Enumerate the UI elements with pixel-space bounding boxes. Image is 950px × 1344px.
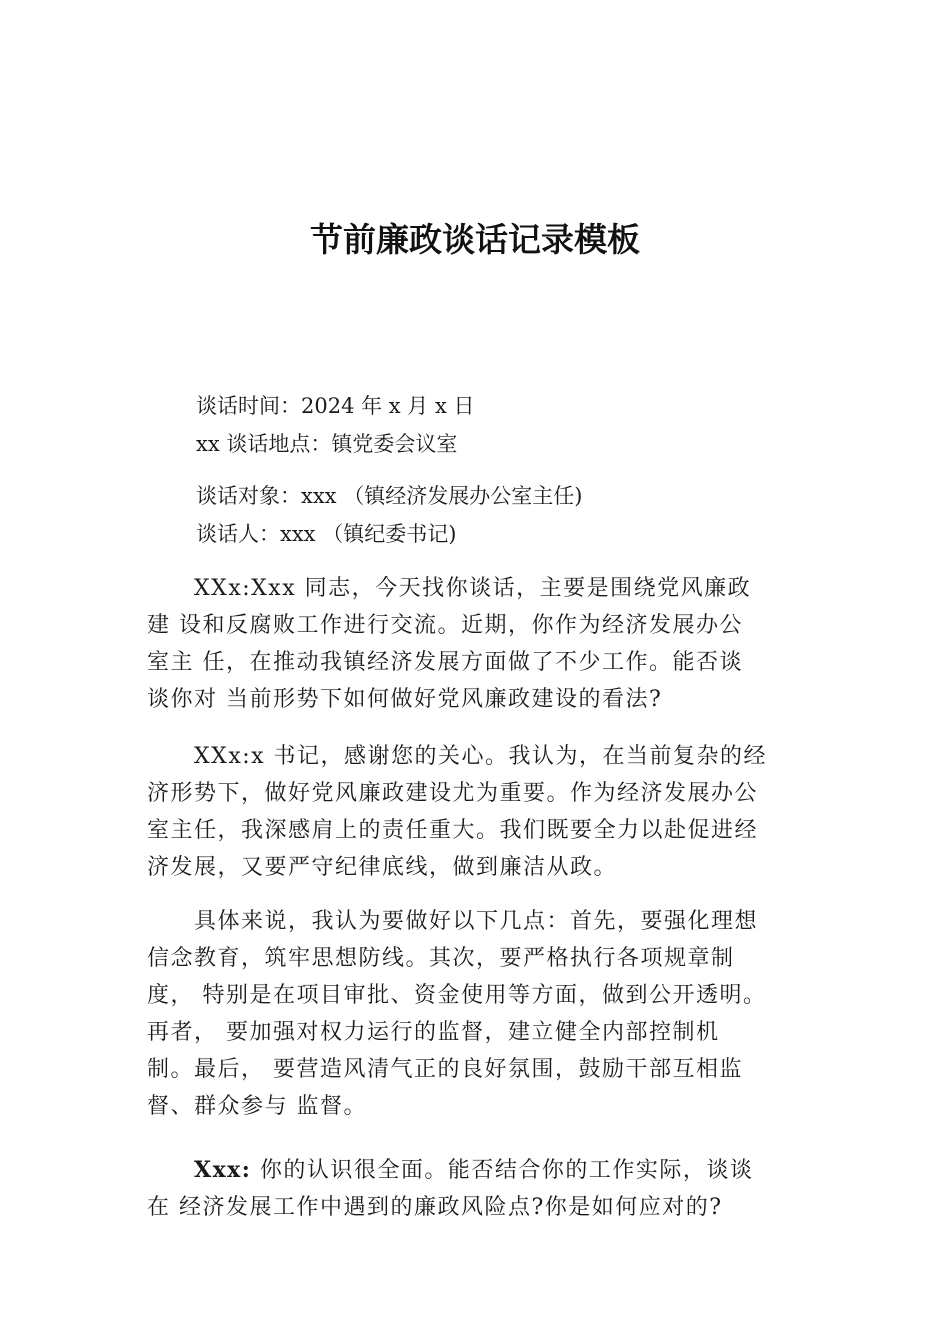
speaker-label: Xxx:	[194, 1157, 252, 1183]
meta-talk-subject: 谈话对象：xxx （镇经济发展办公室主任)	[196, 484, 583, 508]
paragraph-line: 再者， 要加强对权力运行的监督，建立健全内部控制机	[147, 1020, 720, 1045]
meta-talk-location: xx 谈话地点：镇党委会议室	[196, 432, 458, 456]
paragraph-line: 谈你对 当前形势下如何做好党风廉政建设的看法?	[147, 687, 663, 712]
meta-talk-speaker: 谈话人：xxx （镇纪委书记)	[196, 522, 457, 546]
paragraph-line: 室主任，我深感肩上的责任重大。我们既要全力以赴促进经	[147, 818, 759, 843]
paragraph-line: XXx:x 书记，感谢您的关心。我认为，在当前复杂的经	[194, 744, 768, 769]
document-title: 节前廉政谈话记录模板	[310, 220, 640, 259]
paragraph-line: 济形势下，做好党风廉政建设尤为重要。作为经济发展办公	[147, 781, 759, 806]
paragraph-line: 济发展，又要严守纪律底线，做到廉洁从政。	[147, 855, 618, 880]
paragraph-2	[147, 738, 812, 886]
paragraph-line: 室主 任，在推动我镇经济发展方面做了不少工作。能否谈	[147, 650, 743, 675]
paragraph-line: 度， 特别是在项目审批、资金使用等方面，做到公开透明。	[147, 983, 767, 1008]
paragraph-line: 制。最后， 要营造风清气正的良好氛围，鼓励干部互相监	[147, 1057, 743, 1082]
paragraph-line	[147, 1152, 812, 1189]
paragraph-1	[147, 570, 812, 718]
paragraph-line: 督、群众参与 监督。	[147, 1094, 367, 1119]
paragraph-line: 具体来说，我认为要做好以下几点：首先，要强化理想	[194, 909, 759, 934]
paragraph-line: 信念教育，筑牢思想防线。其次，要严格执行各项规章制	[147, 946, 735, 971]
paragraph-line: XXx:Xxx 同志，今天找你谈话，主要是围绕党风廉政	[194, 576, 752, 601]
meta-talk-time: 谈话时间：2024 年 x 月 x 日	[196, 394, 475, 418]
paragraph-3	[147, 903, 812, 1125]
paragraph-4	[147, 1152, 812, 1226]
paragraph-text: 你的认识很全面。能否结合你的工作实际，谈谈	[251, 1158, 754, 1183]
paragraph-line: 建 设和反腐败工作进行交流。近期，你作为经济发展办公	[147, 613, 743, 638]
paragraph-line: 在 经济发展工作中遇到的廉政风险点?你是如何应对的?	[147, 1195, 723, 1220]
